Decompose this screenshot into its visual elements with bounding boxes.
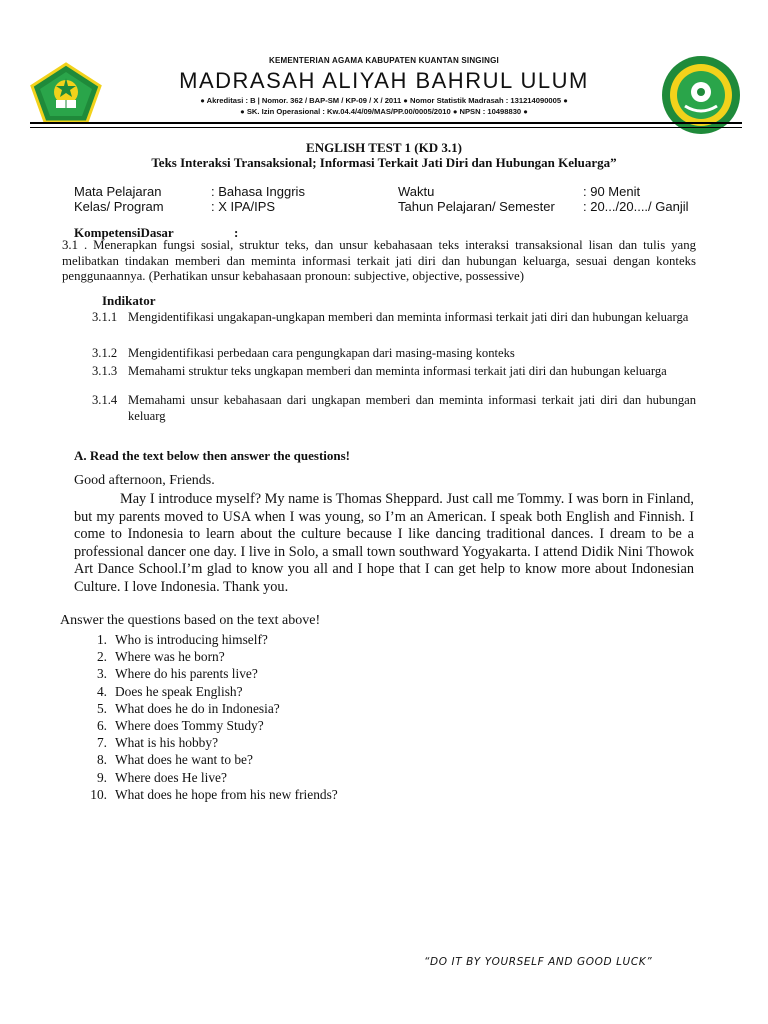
question-number: 3. xyxy=(96,666,107,682)
question-text: Where was he born? xyxy=(115,649,225,665)
question-text: What does he want to be? xyxy=(115,752,253,768)
section-a-instruction: A. Read the text below then answer the questions! xyxy=(74,448,351,463)
question-item xyxy=(80,648,338,665)
question-item xyxy=(80,717,338,734)
subject-value: : Bahasa Inggris xyxy=(211,184,305,199)
question-number: 1. xyxy=(96,632,107,647)
questions-intro: Answer the questions based on the text above! xyxy=(60,613,321,628)
test-title: ENGLISH TEST 1 (KD 3.1) xyxy=(306,140,462,155)
year-label: Tahun Pelajaran/ Semester xyxy=(398,199,555,214)
question-text: Who is introducing himself? xyxy=(115,632,268,647)
time-value: : 90 Menit xyxy=(583,184,641,199)
ministry-name: KEMENTERIAN AGAMA KABUPATEN KUANTAN SINGINGI xyxy=(269,56,499,65)
kd-colon: : xyxy=(234,225,239,240)
question-number: 7. xyxy=(96,735,107,751)
indikator-number: 3.1.1 xyxy=(92,310,118,324)
question-number: 4. xyxy=(96,683,107,699)
header-divider-thin xyxy=(30,127,742,128)
question-number: 10. xyxy=(90,786,107,802)
question-text: Does he speak English? xyxy=(115,683,243,699)
class-label: Kelas/ Program xyxy=(74,199,164,214)
class-value: : X IPA/IPS xyxy=(211,199,276,214)
question-list xyxy=(80,631,338,803)
year-value: : 20.../20..../ Ganjil xyxy=(583,199,689,214)
question-item xyxy=(80,786,338,803)
indikator-label: Indikator xyxy=(102,293,156,308)
kd-description: 3.1 . Menerapkan fungsi sosial, struktur teks, dan unsur kebahasaan teks interaksi transaksional lisan dan tulis yang melibatkan tindakan memberi dan meminta informasi terkait jati diri dan hubungan keluarga, sesuai dengan konteks penggunaannya. (Perhatikan unsur kebahasaan pronoun: subjective, objective, possessive) xyxy=(62,238,696,283)
accreditation-info: ● Akreditasi : B | Nomor. 362 / BAP-SM / KP-09 / X / 2011 ● Nomor Statistik Madrasah : 131214090005 ● xyxy=(200,96,568,105)
subject-label: Mata Pelajaran xyxy=(74,184,162,199)
question-item xyxy=(80,665,338,682)
kd-label: KompetensiDasar xyxy=(74,225,174,240)
question-text: Where does Tommy Study? xyxy=(115,718,264,734)
question-item xyxy=(80,683,338,700)
school-name: MADRASAH ALIYAH BAHRUL ULUM xyxy=(179,68,589,93)
reading-passage: May I introduce myself? My name is Thomas Sheppard. Just call me Tommy. I was born in Finland, but my parents moved to USA when I was young, so I’m an American. I speak both English and Finnish. I come to Indonesia to learn about the culture because I like dancing traditional dances. I dream to be a professional dancer one day. I live in Solo, a small town southward Yogyakarta. I attend Didik Nini Thowok Art Dance School.I’m glad to know you all and I hope that I can get help to know more about Indonesian Culture. I love Indonesia. Thank you. xyxy=(74,491,694,595)
time-label: Waktu xyxy=(398,184,435,199)
question-item xyxy=(80,751,338,768)
indikator-number: 3.1.3 xyxy=(92,364,118,378)
question-text: Where do his parents live? xyxy=(115,666,258,682)
question-number: 6. xyxy=(96,718,107,734)
indikator-text: Mengidentifikasi perbedaan cara pengungkapan dari masing-masing konteks xyxy=(128,346,515,360)
indikator-number: 3.1.2 xyxy=(92,346,118,360)
question-number: 8. xyxy=(96,752,107,768)
question-item xyxy=(80,631,338,648)
question-item xyxy=(80,700,338,717)
indikator-text: Memahami unsur kebahasaan dari ungkapan memberi dan meminta informasi terkait jati diri dan hubungan keluarg xyxy=(128,393,696,423)
question-text: What does he do in Indonesia? xyxy=(115,700,280,716)
indikator-number: 3.1.4 xyxy=(92,393,118,407)
question-item xyxy=(80,734,338,751)
header-divider-thick xyxy=(30,122,742,124)
question-text: Where does He live? xyxy=(115,769,227,785)
question-item xyxy=(80,769,338,786)
question-number: 9. xyxy=(96,769,107,785)
question-number: 2. xyxy=(96,649,107,665)
operational-license-info: ● SK. Izin Operasional : Kw.04.4/4/09/MAS/PP.00/0005/2010 ● NPSN : 10498830 ● xyxy=(240,107,528,116)
test-subtitle: Teks Interaksi Transaksional; Informasi Terkait Jati Diri dan Hubungan Keluarga” xyxy=(151,155,617,170)
indikator-text: Memahami struktur teks ungkapan memberi dan meminta informasi terkait jati diri dan hubungan keluarga xyxy=(128,364,667,378)
passage-greeting: Good afternoon, Friends. xyxy=(74,473,215,488)
indikator-text: Mengidentifikasi ungakapan-ungkapan memberi dan meminta informasi terkait jati diri dan hubungan keluarga xyxy=(128,310,689,324)
question-text: What does he hope from his new friends? xyxy=(115,786,338,802)
footer-motto: “DO IT BY YOURSELF AND GOOD LUCK” xyxy=(424,956,653,968)
question-number: 5. xyxy=(96,700,107,716)
question-text: What is his hobby? xyxy=(115,735,219,751)
